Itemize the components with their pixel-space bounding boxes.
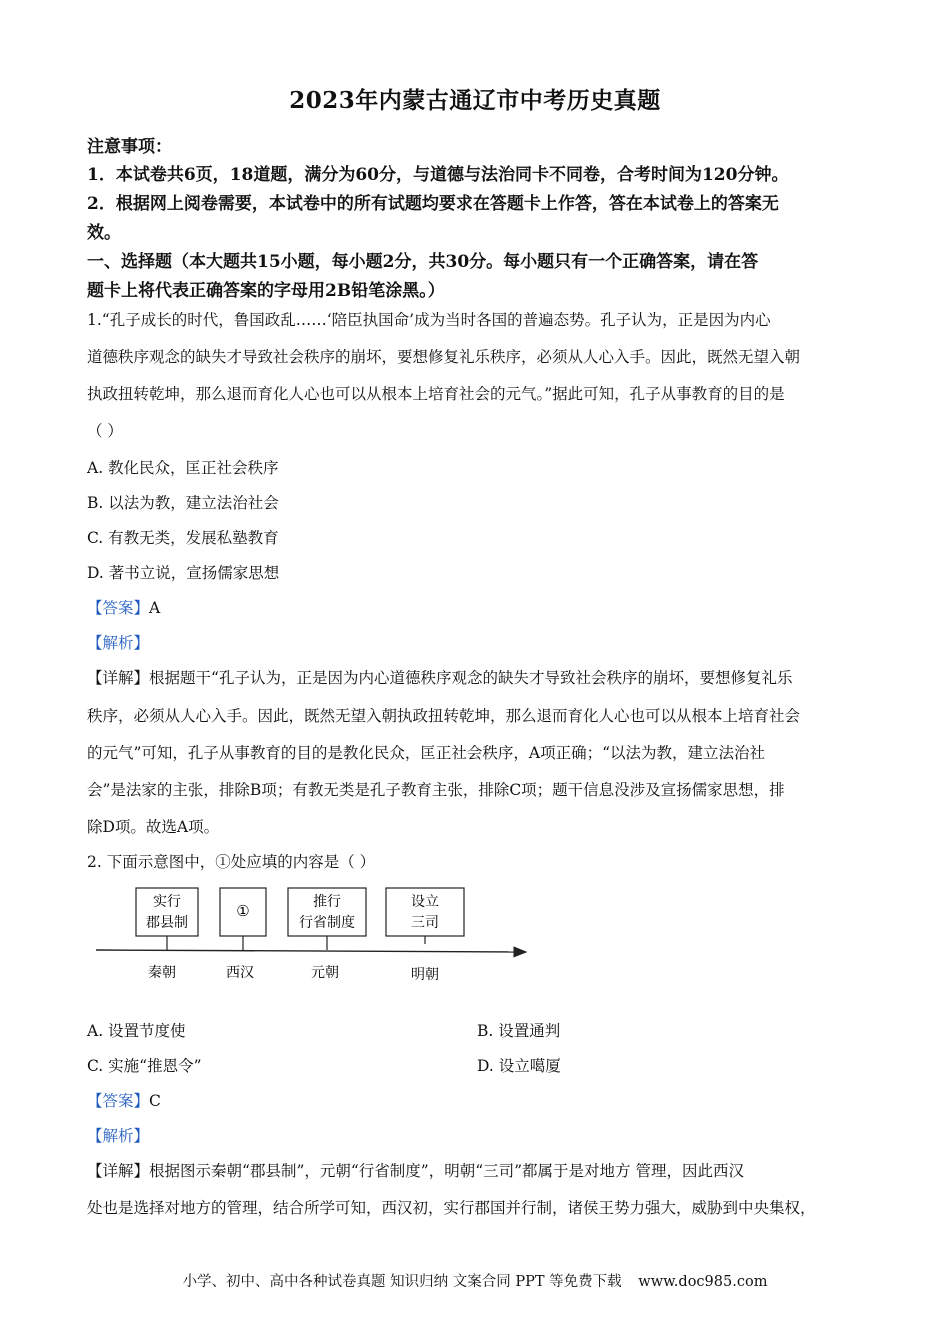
answer-value: C <box>149 1092 161 1110</box>
section-1-heading-line-2: 题卡上将代表正确答案的字母用2B铅笔涂黑。） <box>87 281 445 301</box>
timeline-arrow <box>96 950 526 952</box>
notes-item-1: 1．本试卷共6页，18道题，满分为60分，与道德与法治同卡不同卷，合考时间为120分钟。 <box>87 165 789 185</box>
q2-answer <box>87 1089 161 1111</box>
dynasty-label-yuan: 元朝 <box>311 965 339 981</box>
section-1-heading-line-1: 一、选择题（本大题共15小题，每小题2分，共30分。每小题只有一个正确答案，请在答 <box>87 252 759 272</box>
timeline-box-yuan <box>288 888 366 950</box>
q1-option-c: C. 有教无类，发展私塾教育 <box>87 529 279 547</box>
box-label-line-2: 行省制度 <box>299 915 355 931</box>
q1-stem-line: 执政扭转乾坤，那么退而育化人心也可以从根本上培育社会的元气。”据此可知，孔子从事教育的目的是 <box>87 385 785 403</box>
q1-analysis-tag <box>87 631 149 653</box>
q2-stem: 2. 下面示意图中，①处应填的内容是（ ） <box>87 853 376 871</box>
notes-item-2-line-1: 2．根据网上阅卷需要，本试卷中的所有试题均要求在答题卡上作答，答在本试卷上的答案无 <box>87 194 779 214</box>
q1-detail-line: 的元气”可知，孔子从事教育的目的是教化民众，匡正社会秩序，A项正确；“以法为教，建立法治社 <box>87 744 766 762</box>
q1-stem-line: 1.“孔子成长的时代，鲁国政乱……‘陪臣执国命’成为当时各国的普遍态势。孔子认为，正是因为内心 <box>87 311 771 329</box>
page-title: 2023年内蒙古通辽市中考历史真题 <box>289 87 661 114</box>
q2-option-c: C. 实施“推恩令” <box>87 1057 202 1075</box>
dynasty-label-xihan: 西汉 <box>226 965 254 981</box>
answer-tag: 【答案】 <box>87 1092 150 1110</box>
notes-item-2-line-2: 效。 <box>87 223 121 243</box>
analysis-tag: 【解析】 <box>87 1127 150 1145</box>
timeline-diagram <box>92 880 532 990</box>
dynasty-label-qin: 秦朝 <box>148 965 176 981</box>
box-label-line-1: 实行 <box>153 894 181 910</box>
notes-heading: 注意事项： <box>87 137 172 157</box>
dynasty-label-ming: 明朝 <box>411 967 439 983</box>
detail-tag: 【详解】 <box>87 1162 150 1180</box>
q1-stem-line: 道德秩序观念的缺失才导致社会秩序的崩坏，要想修复礼乐秩序，必须从人心入手。因此，既然无望入朝 <box>87 348 801 366</box>
detail-tag: 【详解】 <box>87 669 150 687</box>
q2-analysis-tag <box>87 1124 149 1146</box>
box-label-line-2: 三司 <box>411 915 439 931</box>
timeline-box-ming <box>386 888 464 944</box>
detail-text: 根据图示秦朝“郡县制”，元朝“行省制度”，明朝“三司”都属于是对地方 管理，因此西汉 <box>149 1162 744 1180</box>
q1-stem-line: （ ） <box>87 422 123 440</box>
q1-detail-line: 秩序，必须从人心入手。因此，既然无望入朝执政扭转乾坤，那么退而育化人心也可以从根本上培育社会 <box>87 707 801 725</box>
q2-option-a: A. 设置节度使 <box>87 1022 186 1040</box>
footer-url[interactable]: www.doc985.com <box>638 1274 768 1290</box>
box-label-line-1: ① <box>236 902 250 920</box>
detail-text: 根据题干“孔子认为，正是因为内心道德秩序观念的缺失才导致社会秩序的崩坏，要想修复礼乐 <box>149 669 793 687</box>
q1-detail-line <box>87 666 792 688</box>
q2-detail-line: 处也是选择对地方的管理，结合所学可知，西汉初，实行郡国并行制，诸侯王势力强大，威胁到中央集权， <box>87 1199 816 1217</box>
answer-value: A <box>149 599 161 617</box>
page-footer <box>0 1270 950 1291</box>
q1-detail-line: 除D项。故选A项。 <box>87 818 220 836</box>
analysis-tag: 【解析】 <box>87 634 150 652</box>
box-label-line-1: 推行 <box>313 894 341 910</box>
box-label-line-2: 郡县制 <box>146 915 188 931</box>
q2-option-d: D. 设立噶厦 <box>477 1057 561 1075</box>
footer-text: 小学、初中、高中各种试卷真题 知识归纳 文案合同 PPT 等免费下载 <box>182 1274 622 1290</box>
q1-option-d: D. 著书立说，宣扬儒家思想 <box>87 564 280 582</box>
q1-option-b: B. 以法为教，建立法治社会 <box>87 494 279 512</box>
answer-tag: 【答案】 <box>87 599 150 617</box>
q2-option-b: B. 设置通判 <box>477 1022 561 1040</box>
timeline-box-qin <box>136 888 198 950</box>
q1-option-a: A. 教化民众，匡正社会秩序 <box>87 459 279 477</box>
q2-detail-line <box>87 1159 744 1181</box>
q1-detail-line: 会”是法家的主张，排除B项；有教无类是孔子教育主张，排除C项；题干信息没涉及宣扬儒家思想，排 <box>87 781 785 799</box>
timeline-box-xihan <box>220 888 266 950</box>
q1-answer <box>87 596 160 618</box>
box-label-line-1: 设立 <box>411 894 439 910</box>
